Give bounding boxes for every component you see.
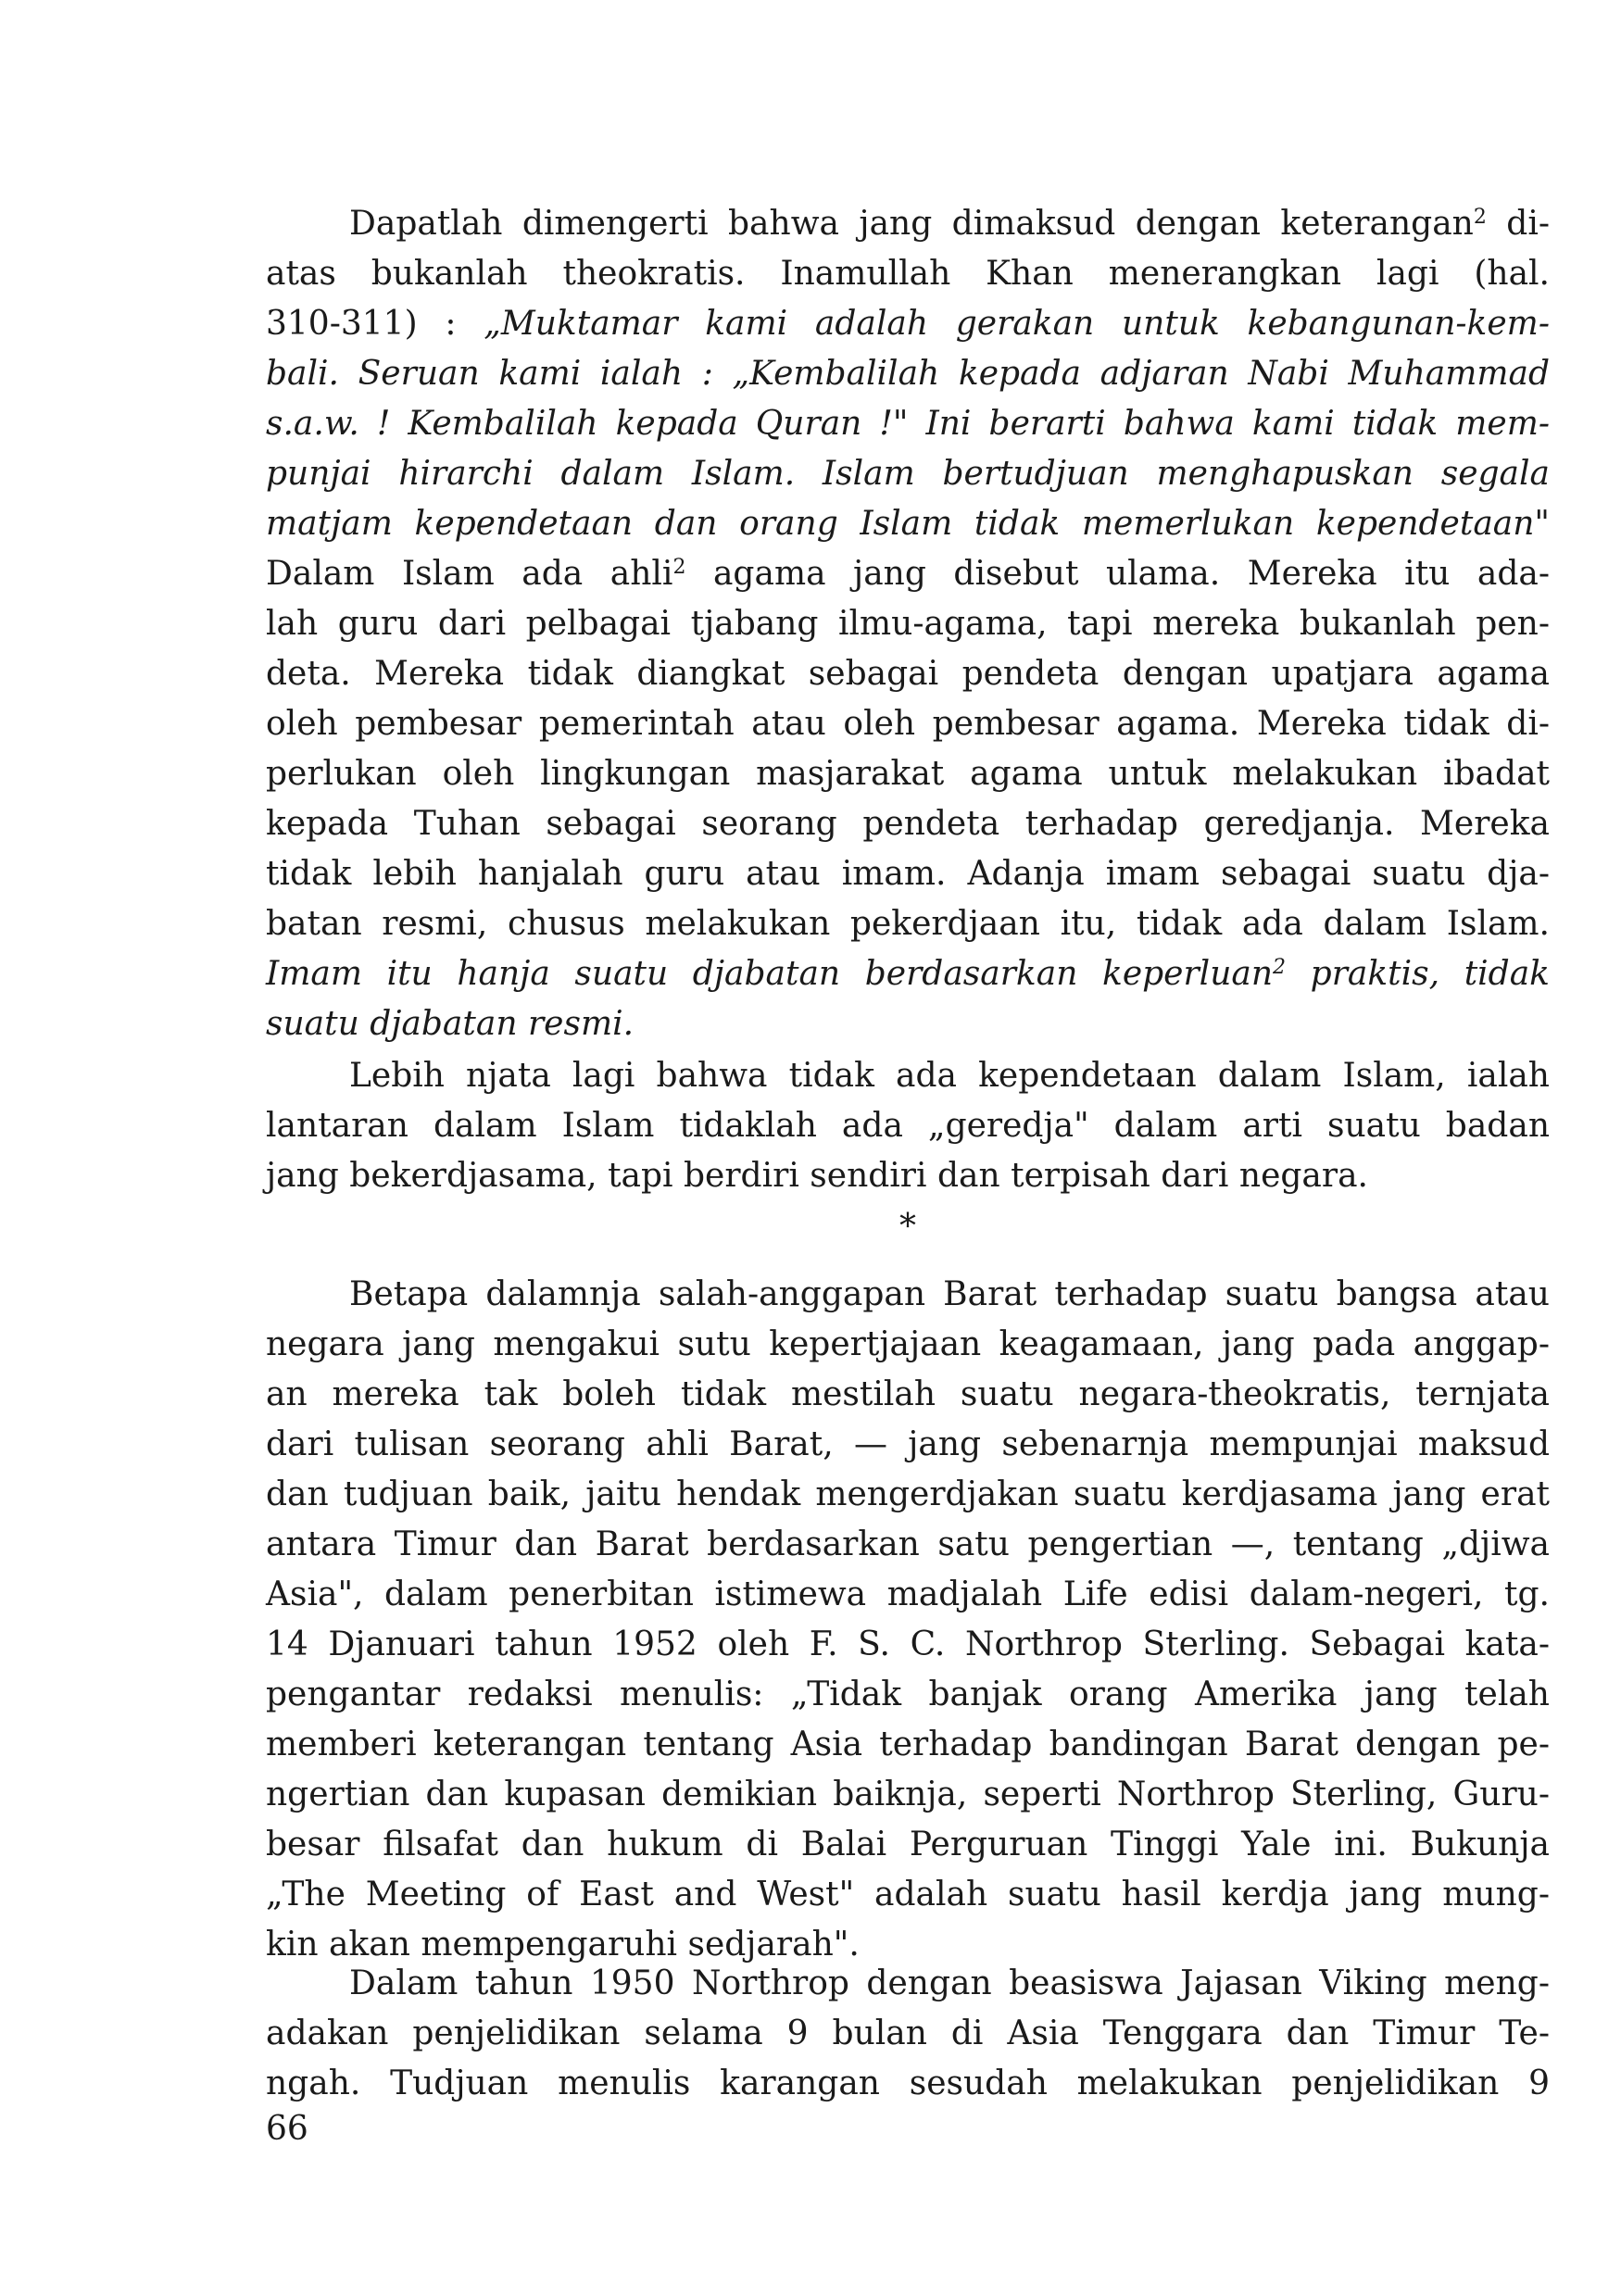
text-line: perlukan oleh lingkungan masjarakat agama untuk melakukan ibadat (266, 755, 1550, 793)
text-line: tidak lebih hanjalah guru atau imam. Adanja imam sebagai suatu dja- (266, 855, 1550, 893)
text-line: „The Meeting of East and West" adalah suatu hasil kerdja jang mung- (266, 1876, 1550, 1913)
text-line: Dalam tahun 1950 Northrop dengan beasiswa Jajasan Viking meng- (349, 1964, 1550, 2002)
text-line: bali. Seruan kami ialah : „Kembalilah kepada adjaran Nabi Muhammad (266, 355, 1550, 393)
page-number: 66 (266, 2110, 308, 2148)
text-line: s.a.w. ! Kembalilah kepada Quran !" Ini berarti bahwa kami tidak mem- (266, 405, 1550, 443)
text-line: Dapatlah dimengerti bahwa jang dimaksud dengan keterangan$^2$ di- (349, 205, 1550, 243)
section-separator: * (899, 1208, 916, 1246)
text-line: jang bekerdjasama, tapi berdiri sendiri dan terpisah dari negara. (266, 1157, 1369, 1195)
paragraph-3 (266, 1270, 1550, 1970)
text-line: an mereka tak boleh tidak mestilah suatu negara-theokratis, ternjata (266, 1375, 1550, 1413)
text-line: Lebih njata lagi bahwa tidak ada kependetaan dalam Islam, ialah (349, 1057, 1550, 1095)
text-line: Dalam Islam ada ahli$^2$ agama jang disebut ulama. Mereka itu ada- (266, 555, 1550, 593)
text-line: kepada Tuhan sebagai seorang pendeta terhadap geredjanja. Mereka (266, 805, 1550, 843)
text-line: deta. Mereka tidak diangkat sebagai pendeta dengan upatjara agama (266, 655, 1550, 693)
text-line: Imam itu hanja suatu djabatan berdasarkan keperluan$^2$ praktis, tidak (266, 955, 1550, 993)
text-line: memberi keterangan tentang Asia terhadap bandingan Barat dengan pe- (266, 1725, 1550, 1763)
text-line: antara Timur dan Barat berdasarkan satu pengertian —, tentang „djiwa (266, 1525, 1550, 1563)
text-line: adakan penjelidikan selama 9 bulan di Asia Tenggara dan Timur Te- (266, 2014, 1550, 2052)
text-line: ngertian dan kupasan demikian baiknja, seperti Northrop Sterling, Guru- (266, 1775, 1550, 1813)
text-line: pengantar redaksi menulis: „Tidak banjak orang Amerika jang telah (266, 1675, 1550, 1713)
text-line: oleh pembesar pemerintah atau oleh pembesar agama. Mereka tidak di- (266, 705, 1550, 743)
text-line: 14 Djanuari tahun 1952 oleh F. S. C. Northrop Sterling. Sebagai kata- (266, 1625, 1550, 1663)
text-line: dari tulisan seorang ahli Barat, — jang sebenarnja mempunjai maksud (266, 1425, 1550, 1463)
text-line: 310-311) : „Muktamar kami adalah gerakan untuk kebangunan-kem- (266, 305, 1550, 343)
text-line: besar filsafat dan hukum di Balai Perguruan Tinggi Yale ini. Bukunja (266, 1826, 1550, 1863)
text-line: matjam kependetaan dan orang Islam tidak memerlukan kependetaan" (266, 505, 1550, 543)
paragraph-1 (266, 199, 1550, 1049)
text-line: negara jang mengakui sutu kepertjajaan keagamaan, jang pada anggap- (266, 1325, 1550, 1363)
paragraph-4 (266, 1959, 1550, 2109)
text-line: lantaran dalam Islam tidaklah ada „geredja" dalam arti suatu badan (266, 1107, 1550, 1145)
text-line: Asia", dalam penerbitan istimewa madjalah Life edisi dalam-negeri, tg. (266, 1575, 1550, 1613)
text-line: suatu djabatan resmi. (266, 1005, 635, 1043)
text-line: atas bukanlah theokratis. Inamullah Khan menerangkan lagi (hal. (266, 255, 1550, 293)
text-line: kin akan mempengaruhi sedjarah". (266, 1926, 860, 1964)
text-line: lah guru dari pelbagai tjabang ilmu-agama, tapi mereka bukanlah pen- (266, 605, 1550, 643)
paragraph-2 (266, 1051, 1550, 1201)
text-line: Betapa dalamnja salah-anggapan Barat terhadap suatu bangsa atau (349, 1275, 1550, 1313)
text-line: dan tudjuan baik, jaitu hendak mengerdjakan suatu kerdjasama jang erat (266, 1475, 1550, 1513)
text-line: batan resmi, chusus melakukan pekerdjaan itu, tidak ada dalam Islam. (266, 905, 1550, 943)
text-line: ngah. Tudjuan menulis karangan sesudah melakukan penjelidikan 9 (266, 2064, 1550, 2102)
text-line: punjai hirarchi dalam Islam. Islam bertudjuan menghapuskan segala (266, 455, 1550, 493)
